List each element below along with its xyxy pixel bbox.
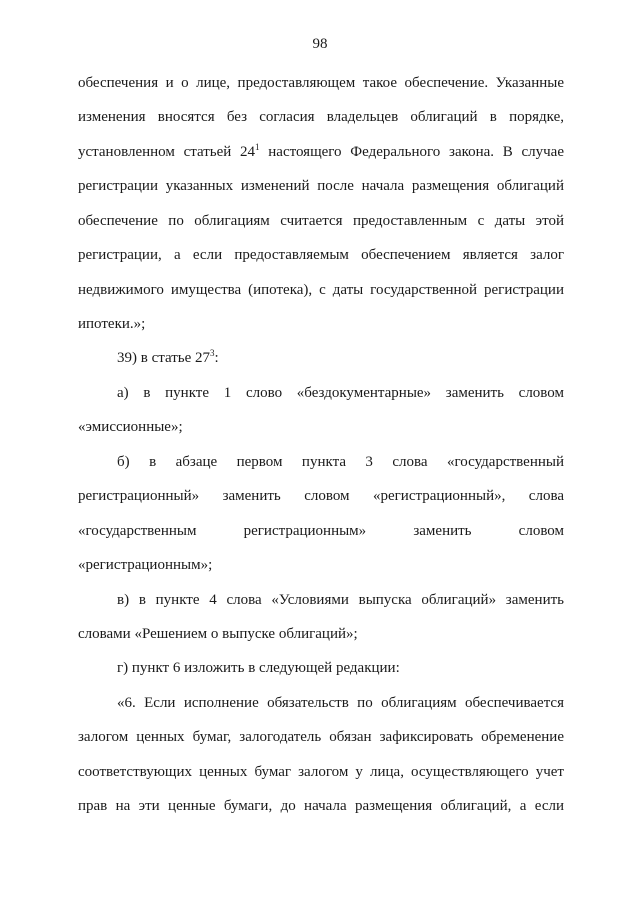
text-line: «регистрационным»; [78,557,213,573]
text-line: регистрации указанных изменений после начала размещения облигаций [78,178,564,194]
text-line: словами «Решением о выпуске облигаций»; [78,626,358,642]
text-line: обеспечение по облигациям считается предоставленным с даты этой [78,213,564,229]
text-fragment: настоящего Федерального закона. В случае [259,144,564,160]
text-line: залогом ценных бумаг, залогодатель обязан зафиксировать обременение [78,729,564,745]
text-line: изменения вносятся без согласия владельцев облигаций в порядке, [78,109,564,125]
text-line: прав на эти ценные бумаги, до начала размещения облигаций, а если [78,798,564,814]
text-line [78,142,564,162]
text-line: обеспечения и о лице, предоставляющем такое обеспечение. Указанные [78,75,564,91]
text-line: в) в пункте 4 слова «Условиями выпуска облигаций» заменить [117,592,564,608]
text-line: регистрационный» заменить словом «регистрационный», слова [78,488,564,504]
superscript: 1 [255,142,260,152]
text-line: «государственным регистрационным» заменить словом [78,523,564,539]
text-line: соответствующих ценных бумаг залогом у лица, осуществляющего учет [78,764,564,780]
text-line: «эмиссионные»; [78,419,183,435]
text-line [117,348,564,368]
text-fragment: : [214,350,219,366]
text-fragment: 39) в статье 27 [117,350,211,366]
superscript: 3 [210,348,215,358]
text-fragment: установленном статьей 24 [78,144,256,160]
text-line: г) пункт 6 изложить в следующей редакции: [117,660,400,676]
page-number: 98 [312,36,328,52]
text-line: недвижимого имущества (ипотека), с даты государственной регистрации [78,282,564,298]
text-line: а) в пункте 1 слово «бездокументарные» заменить словом [117,385,564,401]
text-line: б) в абзаце первом пункта 3 слова «государственный [117,454,564,470]
text-line: регистрации, а если предоставляемым обеспечением является залог [78,247,564,263]
text-line: «6. Если исполнение обязательств по облигациям обеспечивается [117,695,564,711]
text-line: ипотеки.»; [78,316,146,332]
